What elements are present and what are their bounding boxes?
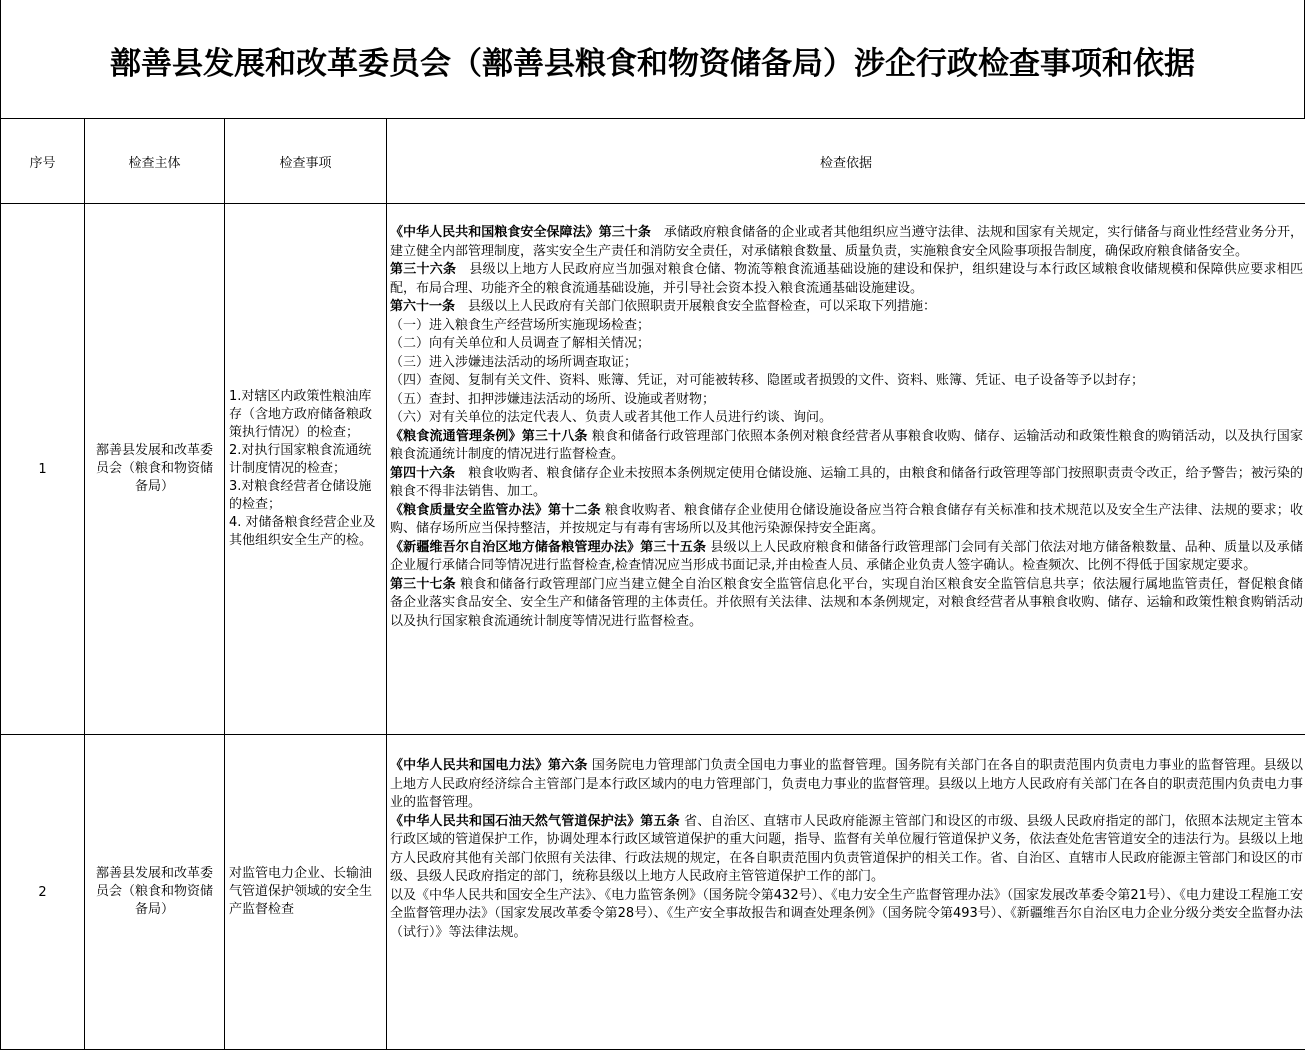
basis-text: 粮食收购者、粮食储存企业未按照本条例规定使用仓储设施、运输工具的，由粮食和储备行政管理等部门按照职责责令改正，给予警告；被污染的粮食不得非法销售、加工。 [390, 466, 1303, 500]
inspection-item: 2.对执行国家粮食流通统计制度情况的检查； [229, 442, 382, 478]
header-basis: 检查依据 [387, 119, 1305, 204]
title-row [0, 0, 1305, 118]
basis-law-title: 《中华人民共和国石油天然气管道保护法》第五条 [390, 814, 680, 829]
table-row [1, 735, 1305, 1050]
inspection-basis [387, 204, 1305, 735]
inspection-subject: 鄯善县发展和改革委员会（粮食和物资储备局） [85, 204, 225, 735]
basis-text: 省、自治区、直辖市人民政府能源主管部门和设区的市级、县级人民政府指定的部门，依照本法规定主管本行政区域的管道保护工作，协调处理本行政区域管道保护的重大问题，指导、监督有关单位履行管道保护义务，依法查处危害管道安全的违法行为。县级以上地方人民政府其他有关部门依照有关法律、行政法规的规定，在各自职责范围内负责管道保护的相关工作。省、自治区、直辖市人民政府能源主管部门和设区的市级、县级人民政府指定的部门，统称县级以上地方人民政府主管管道保护工作的部门。 [390, 814, 1303, 885]
header-subject: 检查主体 [85, 119, 225, 204]
basis-text: 以及《中华人民共和国安全生产法》、《电力监管条例》（国务院令第432号）、《电力安全生产监督管理办法》（国家发展改革委令第21号）、《电力建设工程施工安全监督管理办法》（国家发展改革委令第28号）、《生产安全事故报告和调查处理条例》（国务院令第493号）、《新疆维吾尔自治区电力企业分级分类安全监督办法（试行）》等法律法规。 [390, 888, 1303, 940]
header-no: 序号 [1, 119, 85, 204]
inspection-item: 4. 对储备粮食经营企业及其他组织安全生产的检。 [229, 514, 382, 550]
basis-law-title: 第六十一条 [390, 299, 455, 314]
basis-text: 粮食和储备行政管理部门依照本条例对粮食经营者从事粮食收购、储存、运输活动和政策性粮食的购销活动，以及执行国家粮食流通统计制度的情况进行监督检查。 [390, 429, 1303, 463]
basis-law-title: 第四十六条 [390, 466, 455, 481]
page-title: 鄯善县发展和改革委员会（鄯善县粮食和物资储备局）涉企行政检查事项和依据 [110, 38, 1195, 83]
basis-law-title: 《新疆维吾尔自治区地方储备粮管理办法》第三十五条 [390, 540, 706, 555]
header-items: 检查事项 [225, 119, 387, 204]
basis-law-title: 《中华人民共和国电力法》第六条 [390, 758, 588, 773]
inspection-table [0, 118, 1305, 1050]
basis-law-title: 第三十六条 [390, 262, 456, 277]
basis-text: （一）进入粮食生产经营场所实施现场检查； [390, 318, 650, 333]
basis-paragraph [390, 391, 1303, 410]
basis-text: 县级以上人民政府有关部门依照职责开展粮食安全监督检查，可以采取下列措施： [455, 299, 936, 314]
basis-text: （五）查封、扣押涉嫌违法活动的场所、设施或者财物； [390, 392, 715, 407]
basis-paragraph [390, 465, 1303, 502]
basis-text: （四）查阅、复制有关文件、资料、账簿、凭证，对可能被转移、隐匿或者损毁的文件、资料、账簿、凭证、电子设备等予以封存； [390, 373, 1144, 388]
basis-paragraph [390, 298, 1303, 317]
basis-paragraph [390, 261, 1303, 298]
basis-text: 承储政府粮食储备的企业或者其他组织应当遵守法律、法规和国家有关规定，实行储备与商业性经营业务分开，建立健全内部管理制度，落实安全生产责任和消防安全责任，对承储粮食数量、质量负责，实施粮食安全风险事项报告制度，确保政府粮食储备安全。 [390, 225, 1303, 259]
basis-law-title: 《中华人民共和国粮食安全保障法》第三十条 [390, 225, 651, 240]
basis-paragraph [390, 317, 1303, 336]
basis-paragraph [390, 335, 1303, 354]
row-number: 2 [1, 735, 85, 1050]
basis-text: （二）向有关单位和人员调查了解相关情况； [390, 336, 650, 351]
inspection-item: 3.对粮食经营者仓储设施的检查； [229, 478, 382, 514]
inspection-item: 对监管电力企业、长输油气管道保护领域的安全生产监督检查 [229, 865, 382, 919]
basis-paragraph [390, 757, 1303, 813]
inspection-item: 1.对辖区内政策性粮油库存（含地方政府储备粮政策执行情况）的检查； [229, 388, 382, 442]
basis-paragraph [390, 576, 1303, 632]
basis-text: 县级以上地方人民政府应当加强对粮食仓储、物流等粮食流通基础设施的建设和保护，组织建设与本行政区域粮食收储规模和保障供应要求相匹配，布局合理、功能齐全的粮食流通基础设施，并引导社会资本投入粮食流通基础设施建设。 [390, 262, 1303, 296]
basis-law-title: 《粮食流通管理条例》第三十八条 [390, 429, 588, 444]
basis-law-title: 第三十七条 [390, 577, 456, 592]
basis-text: 粮食和储备行政管理部门应当建立健全自治区粮食安全监管信息化平台，实现自治区粮食安全监管信息共享；依法履行属地监管责任，督促粮食储备企业落实食品安全、安全生产和储备管理的主体责任。并依照有关法律、法规和本条例规定，对粮食经营者从事粮食收购、储存、运输和政策性粮食购销活动以及执行国家粮食流通统计制度等情况进行监督检查。 [390, 577, 1303, 629]
basis-paragraph [390, 372, 1303, 391]
inspection-basis [387, 735, 1305, 1050]
basis-paragraph [390, 887, 1303, 943]
basis-text: （三）进入涉嫌违法活动的场所调查取证； [390, 355, 637, 370]
row-number: 1 [1, 204, 85, 735]
basis-text: （六）对有关单位的法定代表人、负责人或者其他工作人员进行约谈、询问。 [390, 410, 832, 425]
basis-paragraph [390, 539, 1303, 576]
basis-text: 县级以上人民政府粮食和储备行政管理部门会同有关部门依法对地方储备粮数量、品种、质量以及承储企业履行承储合同等情况进行监督检查,检查情况应当形成书面记录,并由检查人员、承储企业负责人签字确认。检查频次、比例不得低于国家规定要求。 [390, 540, 1303, 574]
inspection-subject: 鄯善县发展和改革委员会（粮食和物资储备局） [85, 735, 225, 1050]
table-row [1, 204, 1305, 735]
inspection-items [225, 204, 387, 735]
basis-paragraph [390, 224, 1303, 261]
basis-text: 粮食收购者、粮食储存企业使用仓储设施设备应当符合粮食储存有关标准和技术规范以及安全生产法律、法规的要求；收购、储存场所应当保持整洁，并按规定与有毒有害场所以及其他污染源保持安全距离。 [390, 503, 1303, 537]
basis-paragraph [390, 354, 1303, 373]
inspection-items [225, 735, 387, 1050]
basis-law-title: 《粮食质量安全监管办法》第十二条 [390, 503, 601, 518]
basis-paragraph [390, 409, 1303, 428]
table-header-row [1, 119, 1305, 204]
basis-paragraph [390, 813, 1303, 887]
basis-paragraph [390, 502, 1303, 539]
basis-paragraph [390, 428, 1303, 465]
basis-text: 国务院电力管理部门负责全国电力事业的监督管理。国务院有关部门在各自的职责范围内负责电力事业的监督管理。县级以上地方人民政府经济综合主管部门是本行政区域内的电力管理部门，负责电力事业的监督管理。县级以上地方人民政府有关部门在各自的职责范围内负责电力事业的监督管理。 [390, 758, 1303, 810]
